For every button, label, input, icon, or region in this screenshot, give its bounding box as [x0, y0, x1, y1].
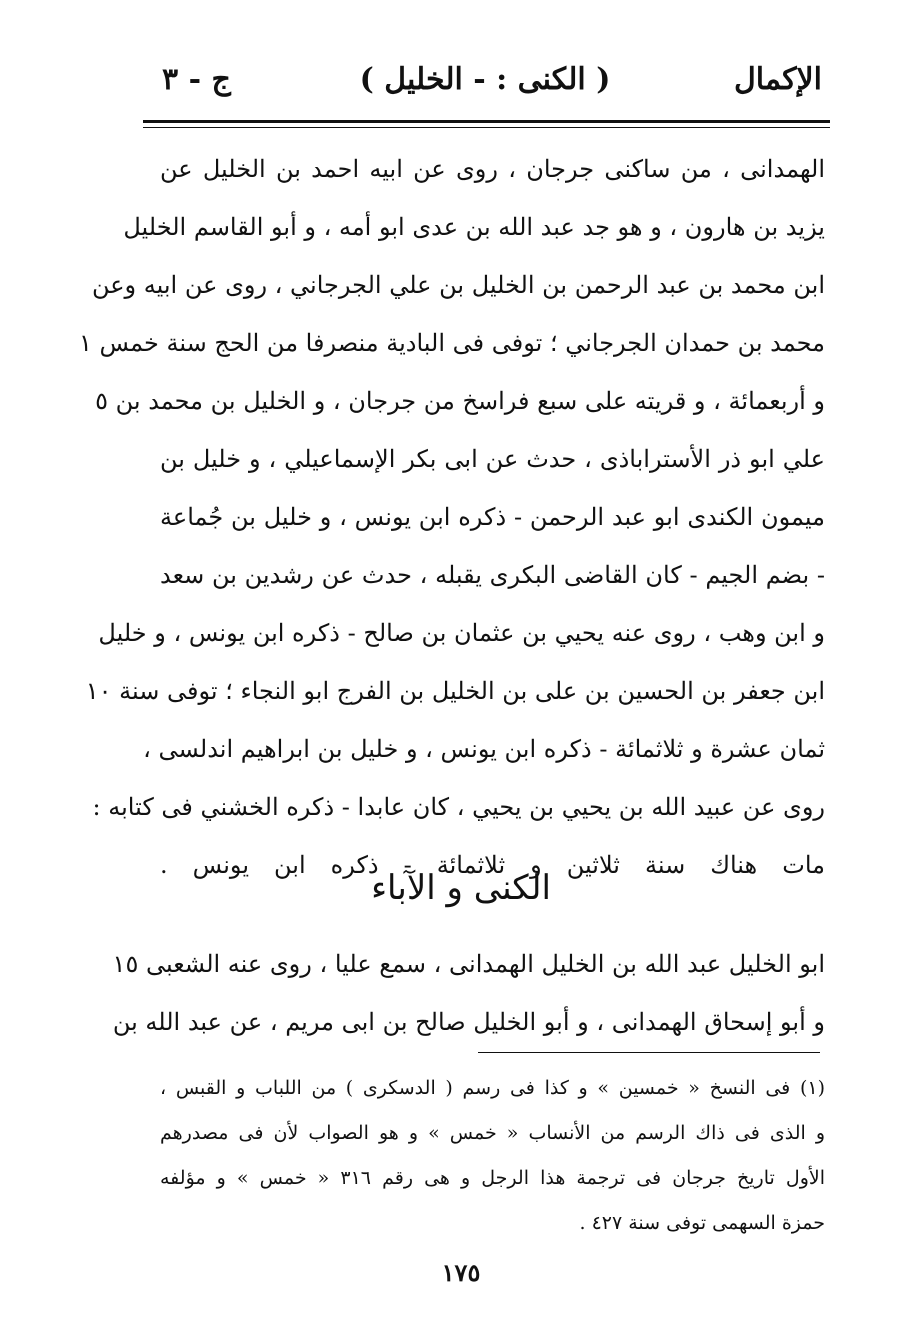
main-text	[79, 140, 825, 894]
text-line: - بضم الجيم - كان القاضى البكرى يقبله ، حدث عن رشدين بن سعد	[160, 561, 825, 589]
footnote-rule	[478, 1052, 820, 1053]
text-line: ابن محمد بن عبد الرحمن بن الخليل بن علي الجرجاني ، روى عن ابيه وعن	[91, 271, 825, 299]
running-header	[140, 62, 830, 112]
text-line: الهمدانى ، من ساكنى جرجان ، روى عن ابيه احمد بن الخليل عن	[160, 155, 825, 183]
text-line: و أربعمائة ، و قريته على سبع فراسخ من جرجان ، و الخليل بن محمد بن ٥	[95, 387, 825, 415]
text-line: ميمون الكندى ابو عبد الرحمن - ذكره ابن يونس ، و خليل بن جُماعة	[160, 503, 825, 531]
text-line: علي ابو ذر الأستراباذى ، حدث عن ابى بكر الإسماعيلي ، و خليل بن	[160, 445, 825, 473]
header-book-title: الإكمال	[733, 62, 822, 97]
footnote-line: (١) فى النسخ « خمسين » و كذا فى رسم ( الدسكرى ) من اللباب و القبس ،	[160, 1077, 825, 1099]
text-line: ثمان عشرة و ثلاثمائة - ذكره ابن يونس ، و خليل بن ابراهيم اندلسى ،	[143, 735, 825, 763]
header-volume: ج - ٣	[162, 62, 231, 97]
footnotes	[160, 1066, 825, 1246]
text-line: روى عن عبيد الله بن يحيي بن يحيي ، كان عابدا - ذكره الخشني فى كتابه :	[92, 793, 825, 821]
section-heading: الكنى و الآباء	[371, 868, 551, 908]
text-line: و أبو إسحاق الهمدانى ، و أبو الخليل صالح بن ابى مريم ، عن عبد الله بن	[112, 1008, 825, 1036]
footnote-line: الأول تاريخ جرجان فى ترجمة هذا الرجل و هى رقم ٣١٦ « خمس » و مؤلفه	[160, 1167, 825, 1189]
text-line: ابو الخليل عبد الله بن الخليل الهمدانى ، سمع عليا ، روى عنه الشعبى ١٥	[112, 950, 825, 978]
header-rule-thin	[143, 127, 830, 128]
header-section-title: ( الكنى : - الخليل )	[359, 62, 611, 97]
text-line: و ابن وهب ، روى عنه يحيي بن عثمان بن صالح - ذكره ابن يونس ، و خليل	[98, 619, 825, 647]
section-text	[112, 935, 825, 1051]
text-line: محمد بن حمدان الجرجاني ؛ توفى فى البادية منصرفا من الحج سنة خمس ١	[79, 329, 825, 357]
text-line: ابن جعفر بن الحسين بن على بن الخليل بن الفرج ابو النجاء ؛ توفى سنة ١٠	[85, 677, 825, 705]
text-line: يزيد بن هارون ، و هو جد عبد الله بن عدى ابو أمه ، و أبو القاسم الخليل	[123, 213, 825, 241]
text-line: مات هناك سنة ثلاثين و ثلاثمائة - ذكره ابن يونس .	[160, 851, 825, 879]
header-rule-thick	[143, 120, 830, 123]
footnote-line: حمزة السهمى توفى سنة ٤٢٧ .	[579, 1212, 825, 1234]
footnote-line: و الذى فى ذاك الرسم من الأنساب « خمس » و هو الصواب لأن فى مصدرهم	[160, 1122, 825, 1144]
page-number: ١٧٥	[441, 1258, 481, 1287]
